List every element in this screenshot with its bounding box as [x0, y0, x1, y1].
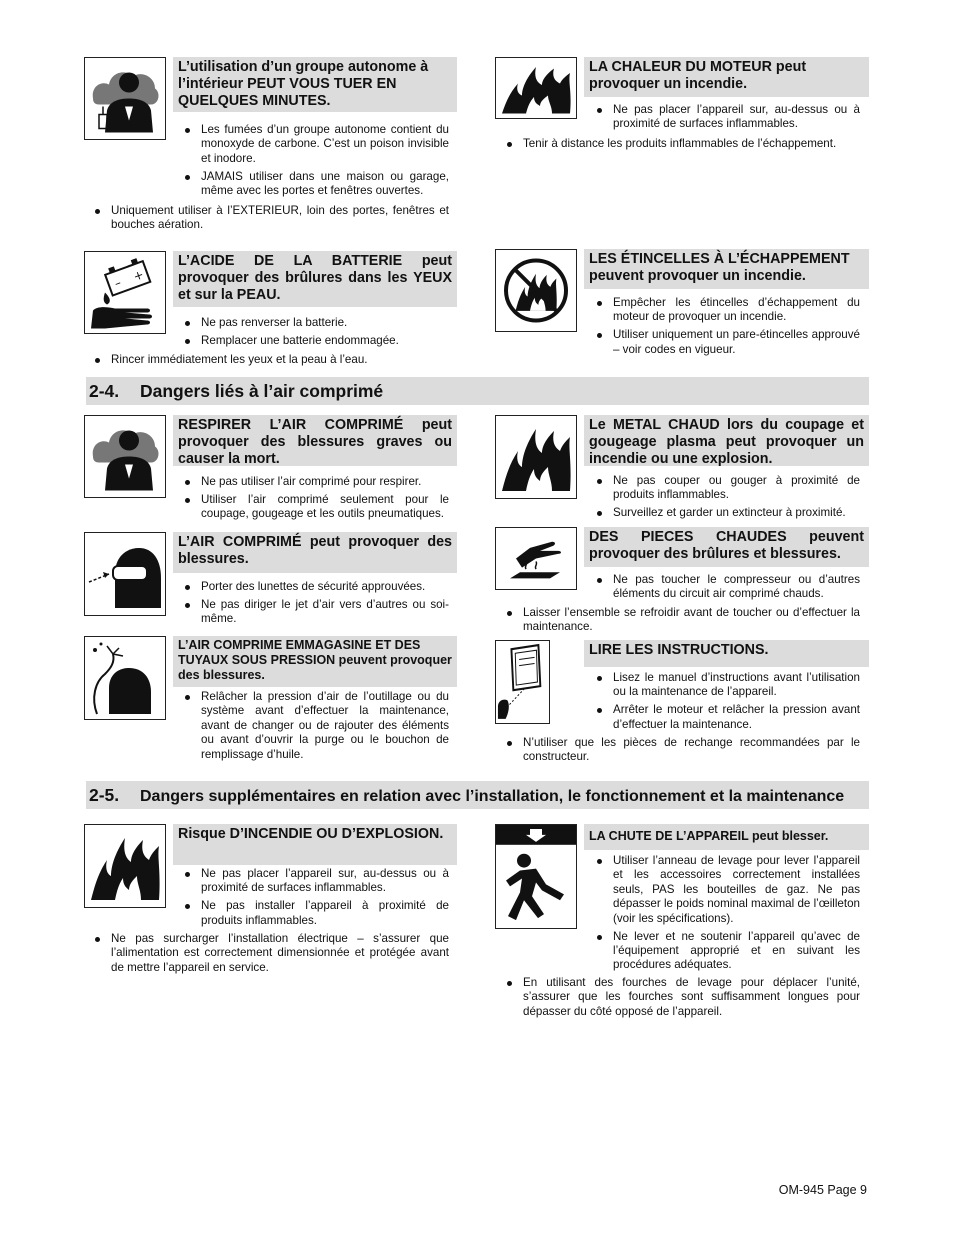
hot-parts-icon — [495, 527, 577, 590]
fire-icon — [84, 824, 166, 908]
list-item: En utilisant des fourches de levage pour déplacer l’unité, s’assurer que les fourches sont suffisamment longues pour dépasser du côté opposé de l’appareil. — [505, 976, 860, 1019]
fire-icon — [495, 57, 577, 119]
engine-heat-extra-list — [505, 137, 860, 155]
battery-acid-title: L’ACIDE DE LA BATTERIE peut provoquer des brûlures dans les YEUX et sur la PEAU. — [173, 251, 457, 307]
list-item: Empêcher les étincelles d’échappement du moteur de provoquer un incendie. — [595, 296, 860, 325]
engine-heat-title: LA CHALEUR DU MOTEUR peut provoquer un incendie. — [584, 57, 869, 97]
exhaust-sparks-list — [595, 296, 860, 361]
safety-glasses-icon — [84, 532, 166, 616]
battery-acid-list — [183, 316, 449, 352]
fumes-hazard-extra-list — [93, 204, 449, 236]
fumes-hazard-title: L’utilisation d’un groupe autonome à l’intérieur PEUT VOUS TUER EN QUELQUES MINUTES. — [173, 57, 457, 112]
list-item: Ne pas renverser la batterie. — [183, 316, 449, 330]
read-instructions-list — [595, 671, 860, 736]
hot-metal-title: Le METAL CHAUD lors du coupage et gougeage plasma peut provoquer un incendie ou une explosion. — [584, 415, 869, 466]
svg-text:–: – — [112, 275, 123, 291]
exhaust-sparks-title: LES ÉTINCELLES À L’ÉCHAPPEMENT peuvent provoquer un incendie. — [584, 249, 869, 289]
list-item: Remplacer une batterie endommagée. — [183, 334, 449, 348]
list-item: Uniquement utiliser à l’EXTERIEUR, loin des portes, fenêtres et bouches aération. — [93, 204, 449, 233]
list-item: Surveillez et garder un extincteur à proximité. — [595, 506, 860, 520]
section-number: 2-4. — [89, 381, 120, 401]
no-sparks-icon — [495, 249, 577, 332]
list-item: JAMAIS utiliser dans une maison ou garage, même avec les portes et fenêtres ouvertes. — [183, 170, 449, 199]
list-item: Rincer immédiatement les yeux et la peau à l’eau. — [93, 353, 449, 367]
list-item: Les fumées d’un groupe autonome contient du monoxyde de carbone. C’est un poison invisible et inodore. — [183, 123, 449, 166]
compressed-air-list — [183, 580, 449, 630]
falling-equipment-extra-list — [505, 976, 860, 1023]
list-item: Ne pas placer l’appareil sur, au-dessus ou à proximité de surfaces inflammables. — [183, 867, 449, 896]
page-footer: OM-945 Page 9 — [778, 1183, 867, 1197]
battery-acid-icon — [84, 251, 166, 334]
section-2-4-heading — [86, 377, 869, 405]
list-item: Relâcher la pression d’air de l’outillage ou du système avant d’effectuer la maintenance, avant de changer ou de rajouter des éléments ou avant d’ouvrir la purge ou le bouchon de remplissage d’huile. — [183, 690, 449, 762]
hot-parts-list — [595, 573, 860, 605]
read-instructions-title: LIRE LES INSTRUCTIONS. — [584, 640, 869, 667]
list-item: Ne lever et ne soutenir l’appareil qu’avec de l’équipement approprié et en suivant les procédures adéquates. — [595, 930, 860, 973]
hot-metal-list — [595, 474, 860, 524]
list-item: Ne pas diriger le jet d’air vers d’autres ou soi-même. — [183, 598, 449, 627]
list-item: Lisez le manuel d’instructions avant l’utilisation ou la maintenance de l’appareil. — [595, 671, 860, 700]
list-item: Utiliser l’anneau de levage pour lever l’appareil et les accessoires correctement installées seuls, PAS les bouteilles de gaz. Ne pas dépasser le poids nominal maximal de l’œilleton (voir les spécifications). — [595, 854, 860, 926]
list-item: Arrêter le moteur et relâcher la pression avant d’effectuer la maintenance. — [595, 703, 860, 732]
fire-explosion-list — [183, 867, 449, 932]
battery-acid-extra-list — [93, 353, 449, 371]
section-title: Dangers supplémentaires en relation avec l’installation, le fonctionnement et la maintenance — [140, 788, 845, 805]
falling-equipment-title: LA CHUTE DE L’APPAREIL peut blesser. — [584, 824, 869, 850]
list-item: Ne pas surcharger l’installation électrique – s’assurer que l’alimentation est correctement dimensionnée et protégée avant de mettre l’appareil en service. — [93, 932, 449, 975]
list-item: Ne pas toucher le compresseur ou d’autres éléments du circuit air comprimé chauds. — [595, 573, 860, 602]
list-item: Porter des lunettes de sécurité approuvées. — [183, 580, 449, 594]
breathing-air-title: RESPIRER L’AIR COMPRIMÉ peut provoquer des blessures graves ou causer la mort. — [173, 415, 457, 466]
breathing-air-list — [183, 475, 449, 525]
fire-explosion-title: Risque D’INCENDIE OU D’EXPLOSION. — [173, 824, 457, 865]
stored-air-list — [183, 690, 449, 766]
pressure-hose-icon — [84, 636, 166, 720]
list-item: Utiliser l’air comprimé seulement pour le coupage, gougeage et les outils pneumatiques. — [183, 493, 449, 522]
engine-heat-list — [595, 103, 860, 135]
breathing-hazard-icon — [84, 415, 166, 498]
list-item: Ne pas utiliser l’air comprimé pour respirer. — [183, 475, 449, 489]
section-number: 2-5. — [89, 785, 120, 805]
list-item: Tenir à distance les produits inflammables de l’échappement. — [505, 137, 860, 151]
list-item: Ne pas placer l’appareil sur, au-dessus ou à proximité de surfaces inflammables. — [595, 103, 860, 132]
falling-equipment-list — [595, 854, 860, 976]
hot-parts-extra-list — [505, 606, 860, 638]
list-item: N’utiliser que les pièces de rechange recommandées par le constructeur. — [505, 736, 860, 765]
hot-parts-title: DES PIECES CHAUDES peuvent provoquer des brûlures et blessures. — [584, 527, 869, 567]
fire-explosion-extra-list — [93, 932, 449, 979]
section-2-5-heading — [86, 781, 869, 809]
list-item: Ne pas installer l’appareil à proximité de produits inflammables. — [183, 899, 449, 928]
section-title: Dangers liés à l’air comprimé — [140, 381, 384, 401]
list-item: Utiliser uniquement un pare-étincelles approuvé – voir codes en vigueur. — [595, 328, 860, 357]
compressed-air-title: L’AIR COMPRIMÉ peut provoquer des blessures. — [173, 532, 457, 573]
toxic-fumes-icon — [84, 57, 166, 140]
list-item: Ne pas couper ou gouger à proximité de produits inflammables. — [595, 474, 860, 503]
read-manual-icon — [495, 640, 550, 724]
fire-icon — [495, 415, 577, 499]
read-instructions-extra-list — [505, 736, 860, 768]
falling-equipment-icon — [495, 824, 577, 929]
fumes-hazard-list — [183, 123, 449, 202]
svg-text:+: + — [131, 267, 146, 284]
stored-air-title: L’AIR COMPRIME EMMAGASINE ET DES TUYAUX SOUS PRESSION peuvent provoquer des blessures. — [173, 636, 457, 687]
list-item: Laisser l’ensemble se refroidir avant de toucher ou d’effectuer la maintenance. — [505, 606, 860, 635]
